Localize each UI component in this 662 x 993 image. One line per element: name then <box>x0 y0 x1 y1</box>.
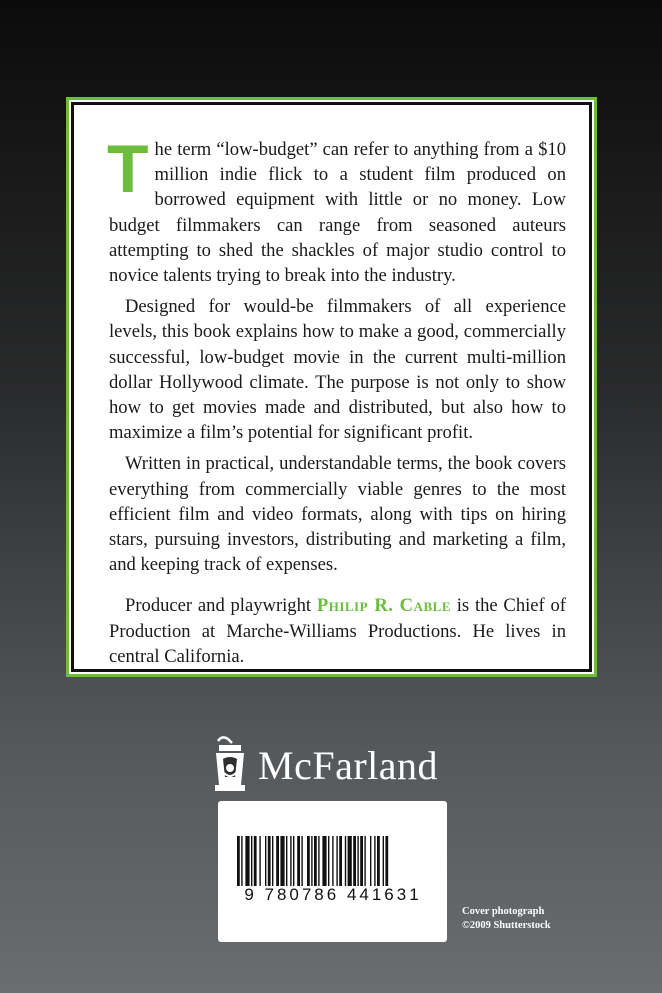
blurb-paragraph-1 <box>107 131 566 288</box>
photo-credit-line-2: ©2009 Shutterstock <box>462 920 551 931</box>
photo-credit <box>462 905 551 933</box>
blurb-text <box>107 131 566 667</box>
drop-cap: T <box>107 131 149 207</box>
bio-suffix: is the Chief of Production at Marche-Williams Productions. He lives in central California. <box>109 595 566 667</box>
blurb-panel <box>66 97 597 677</box>
bio-prefix: Producer and playwright <box>125 595 317 617</box>
author-bio <box>109 593 566 669</box>
publisher-name: McFarland <box>258 742 439 788</box>
lantern-logo-icon <box>210 735 252 795</box>
photo-credit-line-1: Cover photograph <box>462 906 545 917</box>
blurb-paragraph-2: Designed for would-be filmmakers of all experience levels, this book explains how to make a good, commercially successful, low-budget movie in the current multi-million dollar Hollywood climate. The purpose is not only to show how to get movies made and distributed, but also how to maximize a film’s potential for significant profit. <box>109 296 566 444</box>
barcode-icon <box>237 836 429 886</box>
barcode-box <box>218 801 447 942</box>
isbn-digits: 9 780786 441631 <box>244 885 422 904</box>
publisher-logo <box>210 733 438 797</box>
author-name: Philip R. Cable <box>316 595 451 617</box>
blurb-paragraph-1-text: he term “low-budget” can refer to anything from a $10 million indie flick to a student film produced on borrowed equipment with little or no money. Low budget filmmakers can range from seasoned auteurs attempting to shed the shackles of major studio control to novice talents trying to break into the industry. <box>109 139 566 287</box>
blurb-paragraph-3: Written in practical, understandable terms, the book covers everything from commercially viable genres to the most efficient film and video formats, along with tips on hiring stars, pursuing investors, distributing and marketing a film, and keeping track of expenses. <box>109 453 566 576</box>
